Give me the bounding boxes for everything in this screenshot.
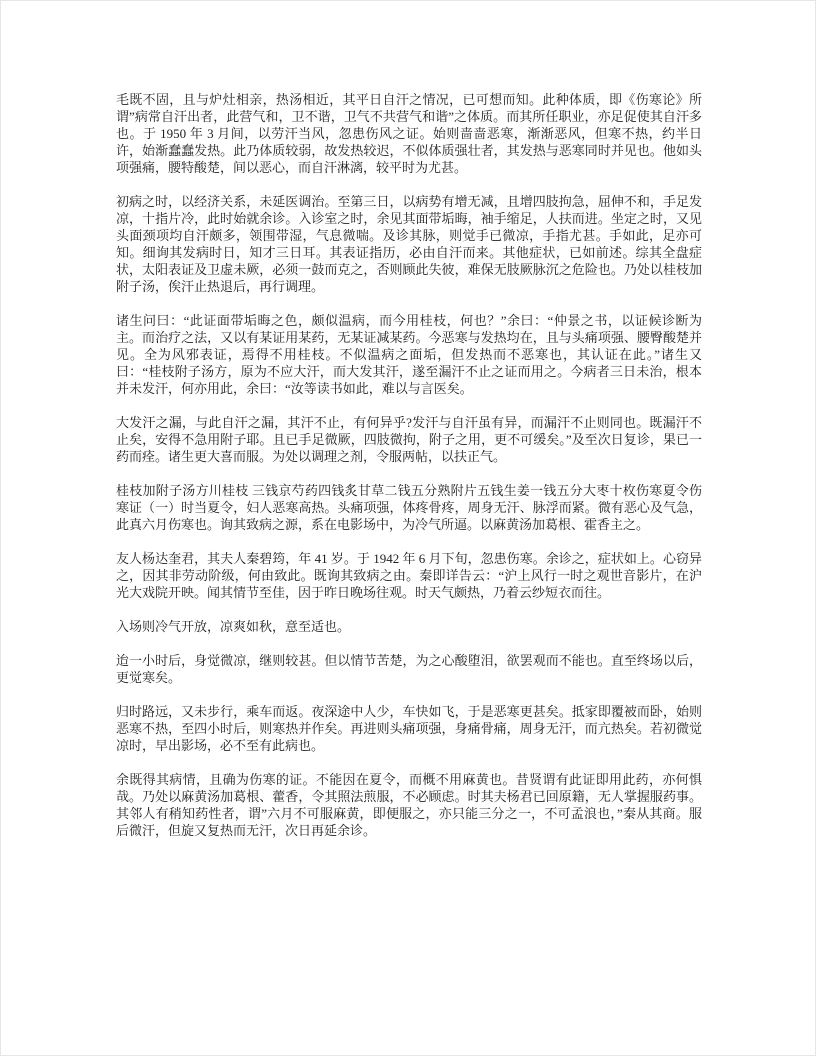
- paragraph: 诸生问曰：“此证面带垢晦之色，颇似温病，而今用桂枝，何也？”余曰：“仲景之书，以证候诊断为主。而治疗之法，又以有某证用某药，无某证减某药。今恶寒与发热均在，且与头痛项强、腰臀酸楚并见。全为风邪表证，焉得不用桂枝。不似温病之面垢，但发热而不恶寒也，其认证在此。”诸生又曰：“桂枝附子汤方，原为不应大汗，而大发其汗，遂至漏汗不止之证而用之。今病者三日未治，根本并未发汗，何亦用此，余曰：“汝等读书如此，难以与言医矣。: [116, 313, 702, 396]
- paragraph: 入场则冷气开放，凉爽如秋，意至适也。: [116, 619, 351, 634]
- paragraph: 归时路远，又未步行，乘车而返。夜深途中人少，车快如飞，于是恶寒更甚矣。抵家即覆被而卧，始则恶寒不热，至四小时后，则寒热并作矣。再进则头痛项强，身痛骨痛，周身无汗，而亢热矣。若初微觉凉时，早出影场，必不至有此病也。: [116, 704, 702, 753]
- paragraph: 大发汗之漏，与此自汗之漏，其汗不止，有何异乎?发汗与自汗虽有异，而漏汗不止则同也。既漏汗不止矣，安得不急用附子耶。且已手足微厥，四肢微拘，附子之用，更不可缓矣。”及至次日复诊，果已一药而痊。诸生更大喜而服。为处以调理之剂，令服两帖，以扶正气。: [116, 415, 702, 464]
- paragraph: 毛既不固，且与炉灶相亲，热汤相近，其平日自汗之情况，已可想而知。此种体质，即《伤寒论》所谓”病常自汗出者，此营气和，卫不谐，卫气不共营气和谐”之体质。而其所任职业，亦足促使其自汗多也。于 1950 年 3 月间，以劳汗当风，忽患伤风之证。始则啬啬恶寒，渐渐恶风，但寒不热，约半日许，始渐蠢蠢发热。此乃体质较弱，故发热较迟，不似体质强壮者，其发热与恶寒同时并见也。他如头项强痛，腰特酸楚，间以恶心，而自汗淋漓，较平时为尤甚。: [116, 92, 702, 175]
- paragraph: 友人杨达奎君，其夫人秦碧筠，年 41 岁。于 1942 年 6 月下旬，忽患伤寒。余诊之，症状如上。心窃异之，因其非劳动阶级，何由致此。既询其致病之由。秦即详告云：“沪上风行一时之观世音影片，在沪光大戏院开映。闻其情节至佳，因于昨日晚场往观。时天气颇热，乃着云纱短衣而往。: [116, 551, 702, 600]
- paragraph: 桂枝加附子汤方川桂枝 三钱京芍药四钱炙甘草二钱五分熟附片五钱生姜一钱五分大枣十枚伤寒夏令伤寒证（一）时当夏令，妇人恶寒高热。头痛项强，体疼骨疼，周身无汗、脉浮而紧。微有恶心及气急，此真六月伤寒也。询其致病之源，系在电影场中，为冷气所逼。以麻黄汤加葛根、霍香主之。: [116, 483, 702, 532]
- paragraph: 余既得其病情，且确为伤寒的证。不能因在夏令，而概不用麻黄也。昔贤谓有此证即用此药，亦何惧哉。乃处以麻黄汤加葛根、藿香，令其照法煎服，不必顾虑。时其夫杨君已回原籍，无人掌握服药事。其邻人有稍知药性者，谓”六月不可服麻黄，即便服之，亦只能三分之一，不可孟浪也，”秦从其商。服后微汗，但旋又复热而无汗，次日再延余诊。: [116, 772, 702, 838]
- document-text-body: [116, 91, 702, 839]
- paragraph: 初病之时，以经济关系，未延医调治。至第三日，以病势有增无减，且增四肢拘急，屈伸不和，手足发凉，十指片冷，此时始就余诊。入诊室之时，余见其面带垢晦，袖手缩足，人扶而进。坐定之时，又见头面颈项均自汗颇多，领围带湿，气息微喘。及诊其脉，则觉手已微凉，手指尤甚。手如此，足亦可知。细询其发病时日，知才三日耳。其表证指历，必由自汗而来。其他症状，已如前述。综其全盘症状，太阳表证及卫虚未厥，必须一鼓而克之，否则顾此失彼，难保无肢厥脉沉之危险也。乃处以桂枝加附子汤，俟汗止热退后，再行调理。: [116, 194, 702, 294]
- paragraph: 迨一小时后，身觉微凉，继则较甚。但以情节苦楚，为之心酸堕泪，欲罢观而不能也。直至终场以后，更觉寒矣。: [116, 653, 702, 685]
